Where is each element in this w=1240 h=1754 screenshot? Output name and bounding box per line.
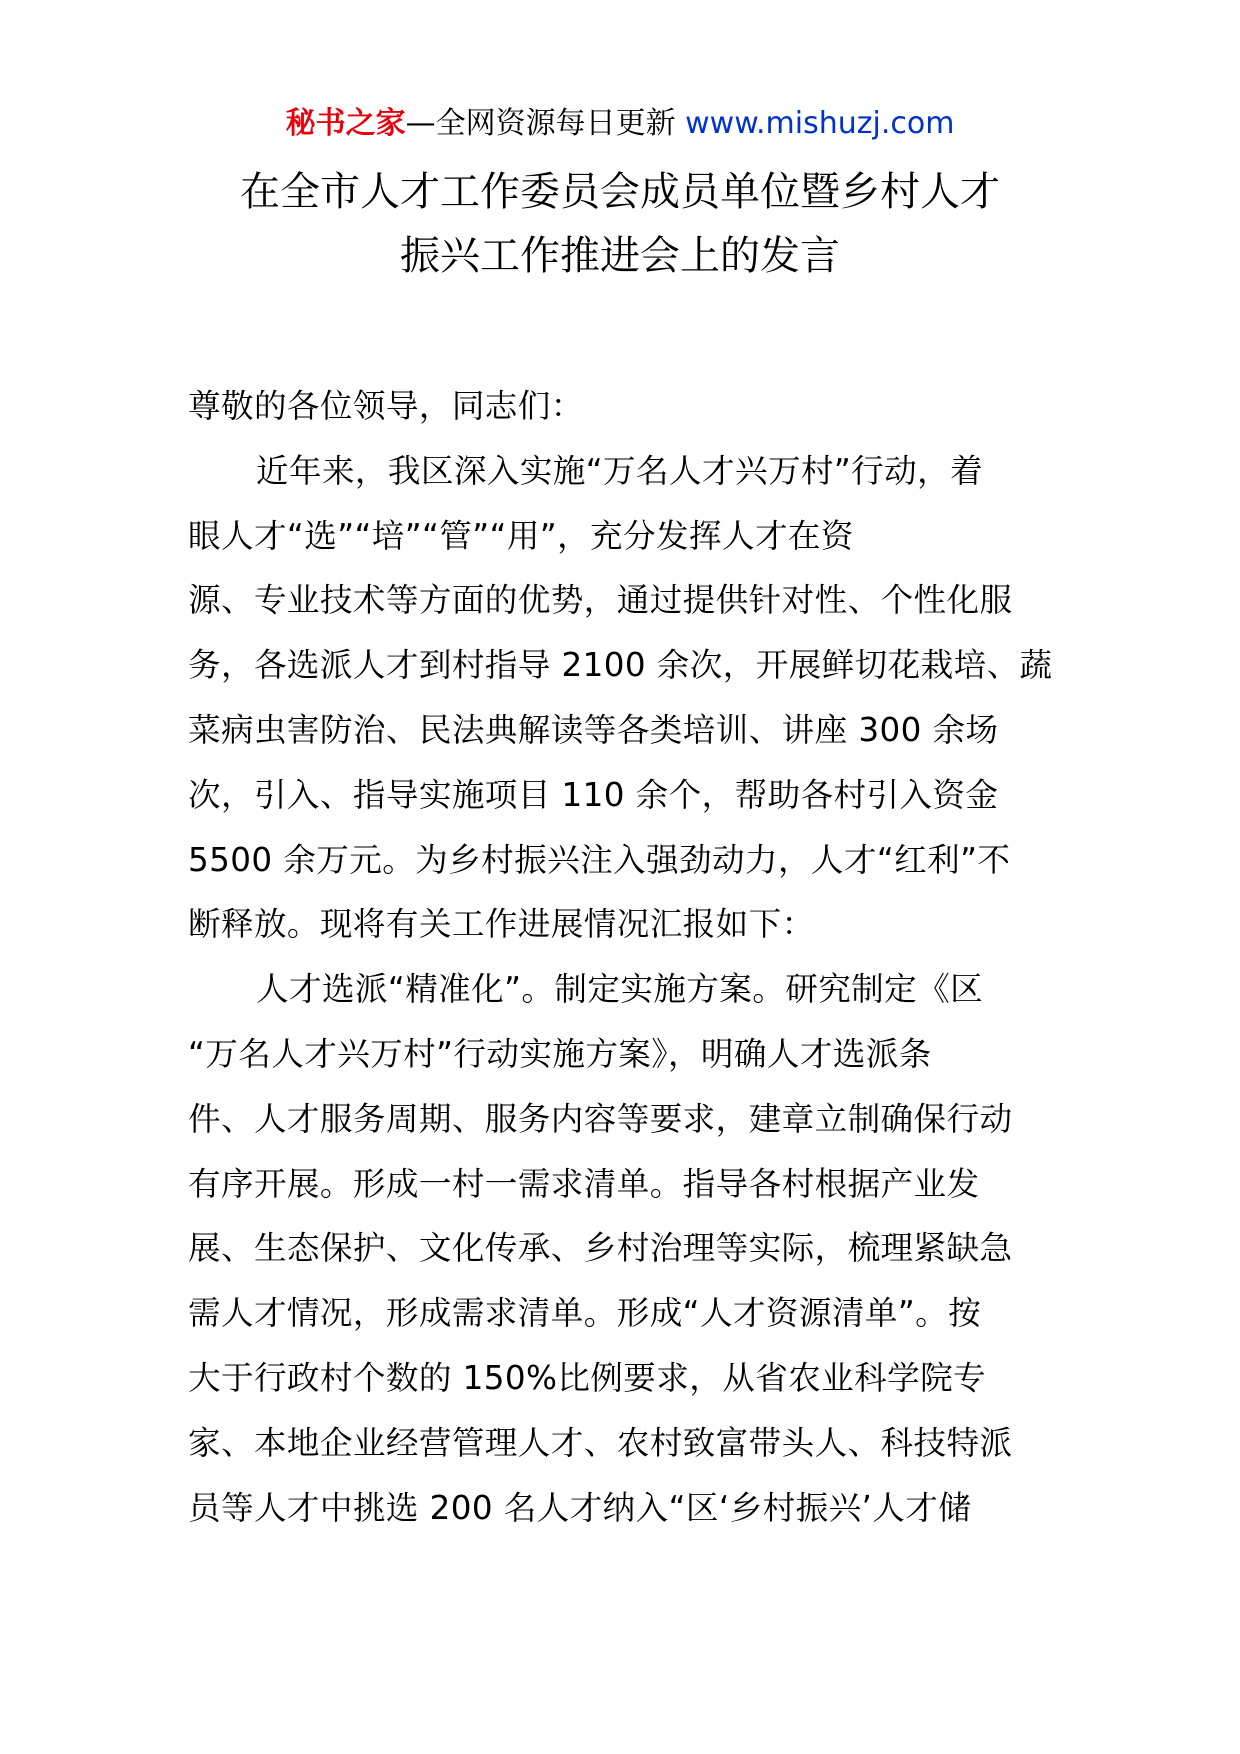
paragraph-line: “万名人才兴万村”行动实施方案》，明确人才选派条 (188, 1034, 932, 1073)
paragraph-line: 员等人才中挑选 200 名人才纳入“区‘乡村振兴’人才储 (188, 1488, 972, 1527)
document-body (188, 374, 1058, 1540)
paragraph-line: 眼人才“选”“培”“管”“用”，充分发挥人才在资 (188, 516, 854, 555)
brand-name: 秘书之家 (285, 106, 406, 141)
document-title (0, 160, 1240, 288)
site-url-link[interactable]: www.mishuzj.com (685, 106, 955, 141)
paragraph-line: 次，引入、指导实施项目 110 余个，帮助各村引入资金 (188, 775, 999, 814)
paragraph-line: 件、人才服务周期、服务内容等要求，建章立制确保行动 (188, 1099, 1013, 1138)
paragraph-1 (188, 439, 1058, 957)
header-tagline: —全网资源每日更新 (405, 106, 676, 141)
paragraph-line: 大于行政村个数的 150%比例要求，从省农业科学院专 (188, 1358, 987, 1397)
salutation: 尊敬的各位领导，同志们： (188, 387, 584, 425)
paragraph-line: 务，各选派人才到村指导 2100 余次，开展鲜切花栽培、蔬 (188, 646, 1053, 685)
paragraph-line: 需人才情况，形成需求清单。形成“人才资源清单”。按 (188, 1294, 982, 1333)
paragraph-2 (188, 957, 1058, 1540)
site-header (0, 104, 1240, 144)
paragraph-line: 5500 余万元。为乡村振兴注入强劲动力，人才“红利”不 (188, 840, 1011, 879)
paragraph-line: 断释放。现将有关工作进展情况汇报如下： (188, 905, 815, 944)
paragraph-line: 展、生态保护、文化传承、乡村治理等实际，梳理紧缺急 (188, 1229, 1013, 1268)
paragraph-line: 有序开展。形成一村一需求清单。指导各村根据产业发 (188, 1164, 980, 1203)
paragraph-line: 人才选派“精准化”。制定实施方案。研究制定《区 (256, 970, 984, 1009)
paragraph-line: 近年来，我区深入实施“万名人才兴万村”行动，着 (256, 451, 984, 490)
paragraph-line: 源、专业技术等方面的优势，通过提供针对性、个性化服 (188, 581, 1013, 620)
paragraph-line: 家、本地企业经营管理人才、农村致富带头人、科技特派 (188, 1423, 1013, 1462)
title-line-1: 在全市人才工作委员会成员单位暨乡村人才 (240, 169, 1000, 215)
title-line-2: 振兴工作推进会上的发言 (400, 233, 840, 279)
paragraph-line: 菜病虫害防治、民法典解读等各类培训、讲座 300 余场 (188, 710, 999, 749)
